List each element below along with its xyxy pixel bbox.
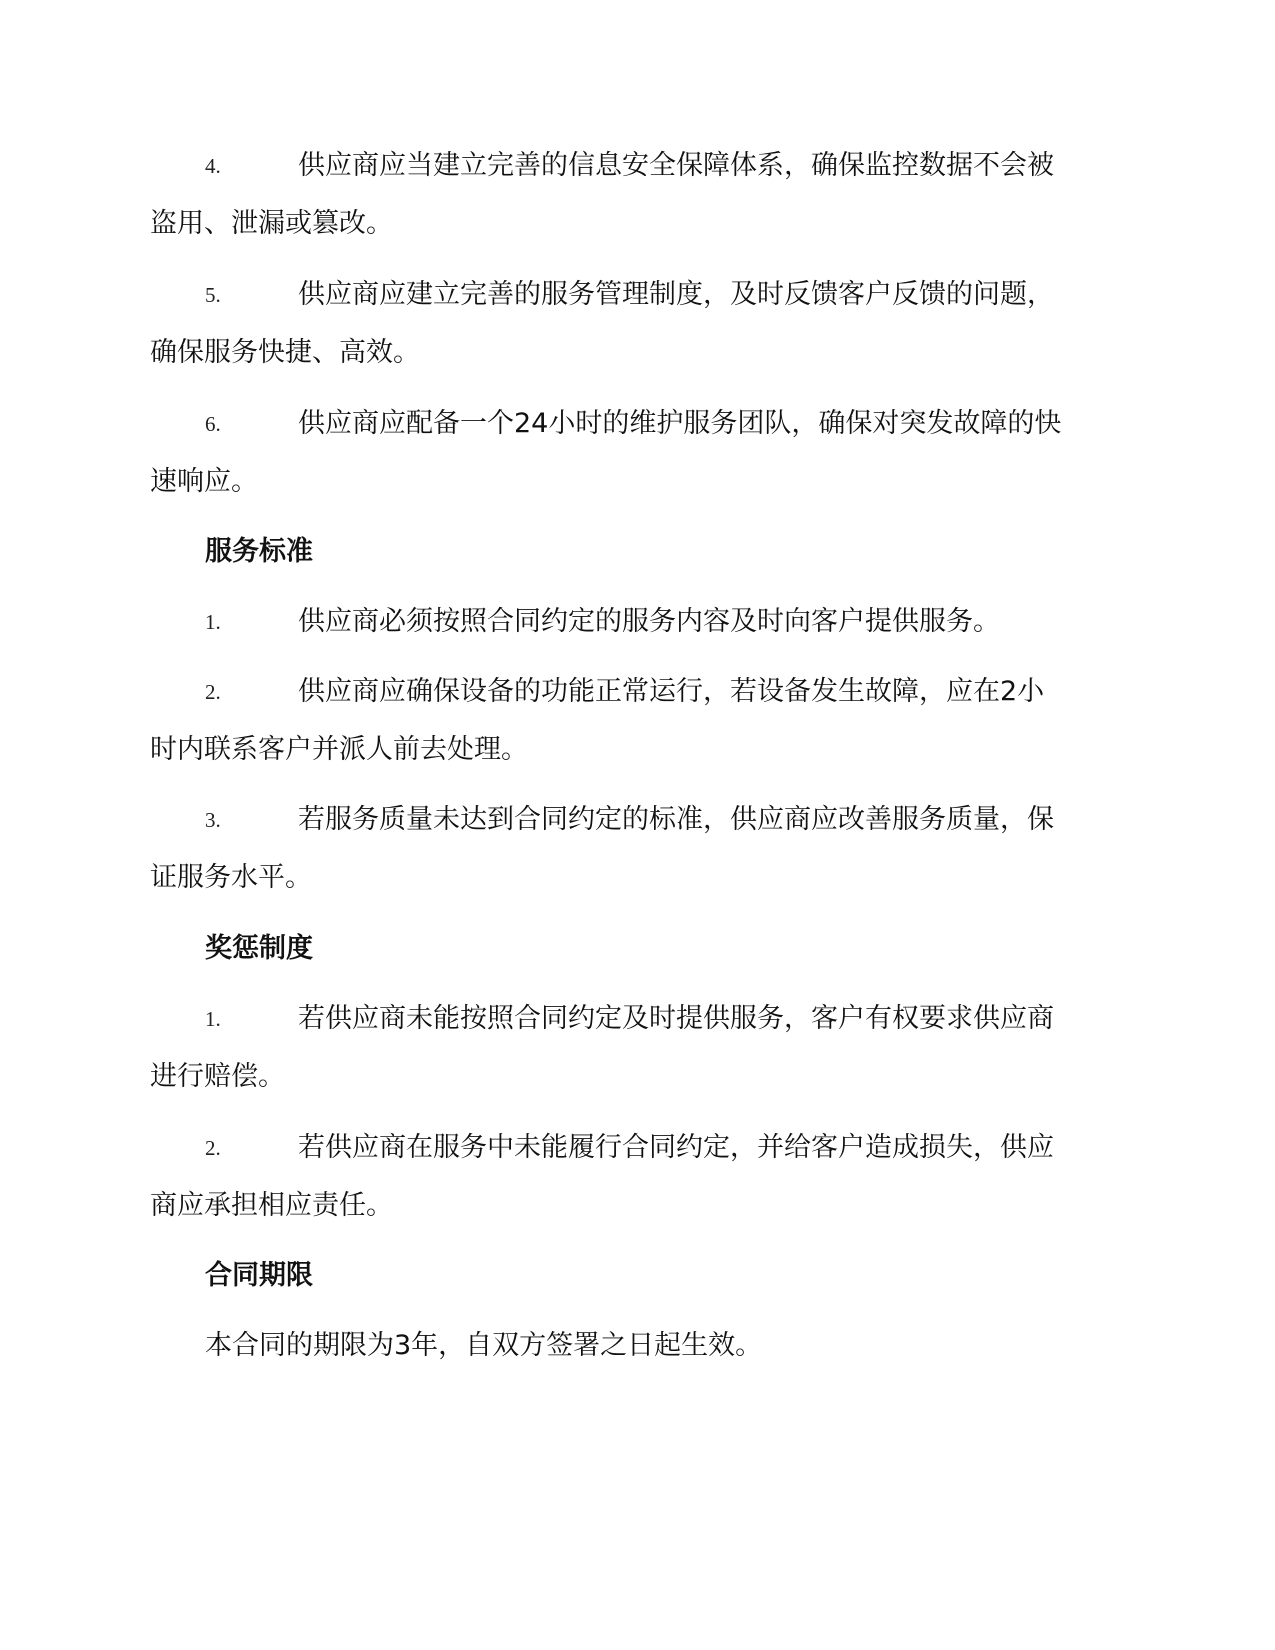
item-number: 5. xyxy=(205,283,221,307)
item-number: 6. xyxy=(205,412,221,436)
section-heading: 合同期限 xyxy=(205,1260,313,1291)
item-number: 1. xyxy=(205,1007,221,1031)
item-text-line: 供应商应确保设备的功能正常运行，若设备发生故障，应在2小 xyxy=(298,676,1045,707)
item-text-line: 供应商应建立完善的服务管理制度，及时反馈客户反馈的问题， xyxy=(298,279,1054,310)
item-number: 1. xyxy=(205,610,221,634)
item-number: 4. xyxy=(205,154,221,178)
item-text-line: 若服务质量未达到合同约定的标准，供应商应改善服务质量，保 xyxy=(298,804,1054,835)
section-heading: 服务标准 xyxy=(205,536,313,567)
item-text-line: 速响应。 xyxy=(150,466,258,497)
item-text-line: 若供应商未能按照合同约定及时提供服务，客户有权要求供应商 xyxy=(298,1003,1054,1034)
item-number: 2. xyxy=(205,1136,221,1160)
item-number: 2. xyxy=(205,680,221,704)
item-text-line: 供应商应配备一个24小时的维护服务团队，确保对突发故障的快 xyxy=(298,408,1062,439)
term-paragraph: 本合同的期限为3年，自双方签署之日起生效。 xyxy=(205,1330,763,1361)
item-text-line: 确保服务快捷、高效。 xyxy=(150,337,420,368)
item-text-line: 若供应商在服务中未能履行合同约定，并给客户造成损失，供应 xyxy=(298,1132,1054,1163)
item-text-line: 证服务水平。 xyxy=(150,862,312,893)
item-text-line: 供应商应当建立完善的信息安全保障体系，确保监控数据不会被 xyxy=(298,150,1054,181)
item-number: 3. xyxy=(205,808,221,832)
section-heading: 奖惩制度 xyxy=(205,933,313,964)
item-text-line: 供应商必须按照合同约定的服务内容及时向客户提供服务。 xyxy=(298,606,1000,637)
item-text-line: 盗用、泄漏或篡改。 xyxy=(150,208,393,239)
item-text-line: 商应承担相应责任。 xyxy=(150,1190,393,1221)
item-text-line: 时内联系客户并派人前去处理。 xyxy=(150,734,528,765)
item-text-line: 进行赔偿。 xyxy=(150,1061,285,1092)
